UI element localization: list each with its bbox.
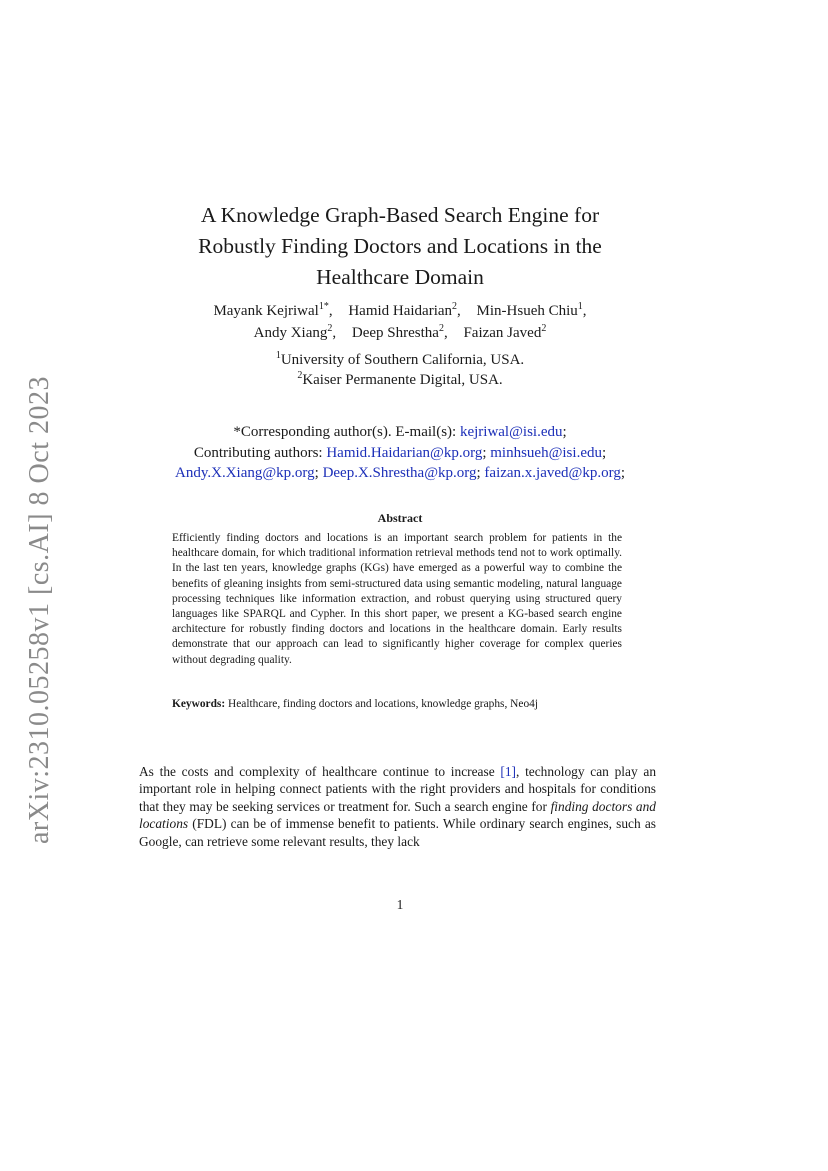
keywords xyxy=(172,697,622,712)
author: Min-Hsueh Chiu$^1$, xyxy=(476,301,587,319)
author-line xyxy=(140,300,660,322)
page-number: 1 xyxy=(396,897,404,912)
abstract-text: Efficiently finding doctors and locations is an important search problem for patients in the healthcare domain, for which traditional information retrieval methods tend not to work optimally. In the last ten years, knowledge graphs (KGs) have emerged as a powerful way to combine the benefits of gleaning insights from semi-structured data using semantic modeling, natural language processing techniques like information extraction, and robust querying using structured query languages like SPARQL and Cypher. In this short paper, we present a KG-based search engine architecture for robustly finding doctors and locations in the healthcare domain. Early results demonstrate that our approach can lead to significantly higher coverage for complex queries without degrading quality. xyxy=(172,532,622,666)
author: Mayank Kejriwal$^{1*}$, xyxy=(213,301,333,319)
email-link[interactable]: Deep.X.Shrestha@kp.org xyxy=(322,465,477,481)
author: Deep Shrestha$^2$, xyxy=(351,323,448,341)
title-line: A Knowledge Graph-Based Search Engine for xyxy=(200,203,600,228)
contributing-line: Contributing authors: Hamid.Haidarian@kp.org; minhsueh@isi.edu; xyxy=(193,444,607,461)
emphasis: finding doctors and locations xyxy=(139,798,656,832)
email-link[interactable]: kejriwal@isi.edu xyxy=(459,424,563,440)
arxiv-stamp xyxy=(18,376,62,844)
email-link[interactable]: Andy.X.Xiang@kp.org xyxy=(175,465,315,481)
title-line: Robustly Finding Doctors and Locations in the xyxy=(198,234,602,259)
citation-link[interactable]: [1] xyxy=(500,764,516,779)
author-superscript: 2 xyxy=(327,323,333,334)
title-line: Healthcare Domain xyxy=(316,265,484,290)
affiliation: $^1$University of Southern California, USA. xyxy=(275,350,525,368)
author-superscript: 1* xyxy=(318,301,329,312)
author-superscript: 2 xyxy=(541,323,547,334)
keywords-text: Healthcare, finding doctors and locations, knowledge graphs, Neo4j xyxy=(228,698,539,710)
paper-title xyxy=(140,200,660,293)
author: Faizan Javed$^2$ xyxy=(463,323,547,341)
affiliation: $^2$Kaiser Permanente Digital, USA. xyxy=(297,370,503,388)
keywords-label: Keywords: xyxy=(172,698,226,710)
email-link[interactable]: faizan.x.javed@kp.org xyxy=(484,465,621,481)
abstract-heading: Abstract xyxy=(377,511,423,525)
corresponding-label: *Corresponding author(s). E-mail(s): xyxy=(233,424,457,440)
email-link[interactable]: minhsueh@isi.edu xyxy=(490,444,602,461)
arxiv-id: arXiv:2310.05258v1 [cs.AI] 8 Oct 2023 xyxy=(24,376,56,844)
corresponding-line: *Corresponding author(s). E-mail(s): kejriwal@isi.edu; xyxy=(233,424,567,440)
affiliations xyxy=(140,350,660,390)
contributing-line: Andy.X.Xiang@kp.org; Deep.X.Shrestha@kp.org; faizan.x.javed@kp.org; xyxy=(175,465,625,481)
author: Hamid Haidarian$^2$, xyxy=(348,301,461,319)
author-superscript: 2 xyxy=(452,301,458,312)
contributing-label: Contributing authors: xyxy=(193,444,323,461)
author-line xyxy=(140,322,660,344)
author-list xyxy=(140,300,660,344)
author-superscript: 2 xyxy=(438,323,444,334)
email-link[interactable]: Hamid.Haidarian@kp.org xyxy=(326,444,483,461)
author-superscript: 1 xyxy=(577,301,583,312)
contact-block xyxy=(140,422,660,484)
body-paragraph: As the costs and complexity of healthcare continue to increase [1], technology can play an important role in helping connect patients with the right providers and hospitals for conditions that they may be seeking services or treatment for. Such a search engine for finding doctors and locations (FDL) can be of immense benefit to patients. While ordinary search engines, such as Google, can retrieve some relevant results, they lack xyxy=(139,764,657,849)
author: Andy Xiang$^2$, xyxy=(253,323,337,341)
